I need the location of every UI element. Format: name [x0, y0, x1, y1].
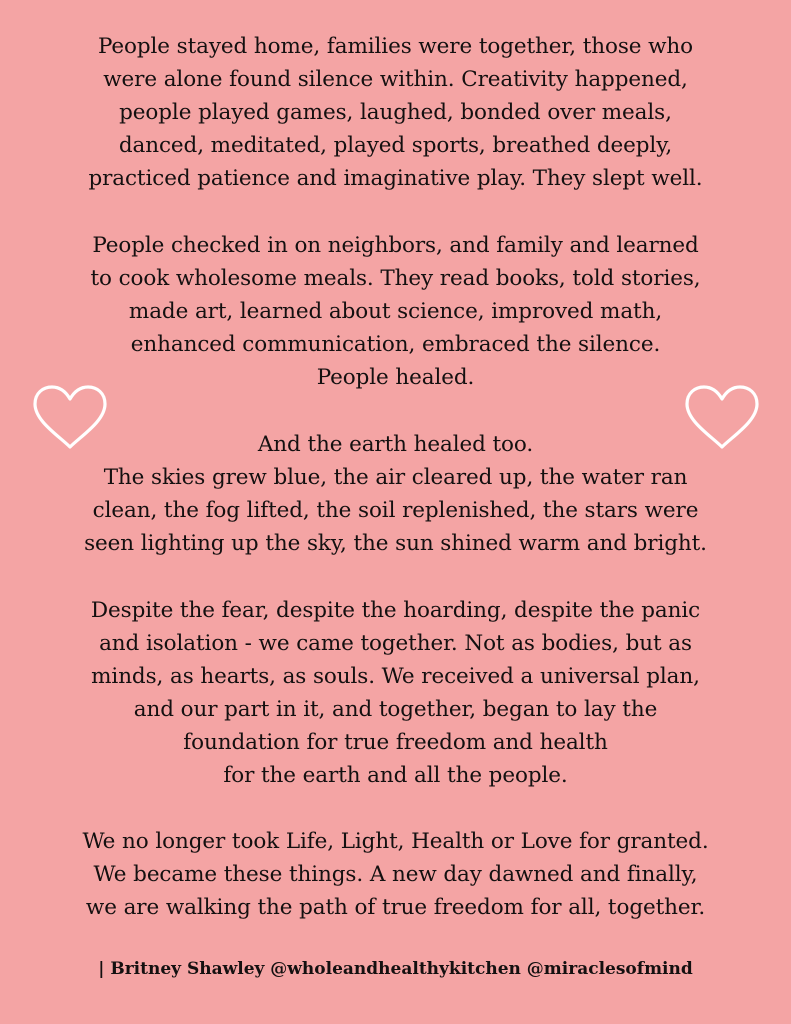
- text-line: were alone found silence within. Creativity happened,: [103, 67, 688, 92]
- paragraph-people-checked-in: [20, 229, 771, 394]
- text-line: foundation for true freedom and health: [183, 730, 608, 755]
- text-line: We became these things. A new day dawned and finally,: [93, 862, 698, 887]
- text-line: People stayed home, families were together, those who: [97, 34, 694, 59]
- paragraph-despite-the-fear: [20, 594, 771, 792]
- text-line: People checked in on neighbors, and family and learned: [92, 233, 699, 258]
- text-line: for the earth and all the people.: [223, 763, 568, 788]
- text-line: danced, meditated, played sports, breathed deeply,: [118, 133, 673, 158]
- text-line: seen lighting up the sky, the sun shined warm and bright.: [84, 531, 707, 556]
- text-line: and isolation - we came together. Not as bodies, but as: [99, 631, 692, 656]
- paragraph-we-no-longer: [20, 825, 771, 924]
- text-line: The skies grew blue, the air cleared up, the water ran: [103, 465, 688, 490]
- text-line: and our part in it, and together, began to lay the: [133, 697, 658, 722]
- text-line: And the earth healed too.: [257, 432, 534, 457]
- text-line: made art, learned about science, improved math,: [128, 299, 663, 324]
- text-line: we are walking the path of true freedom for all, together.: [85, 895, 706, 920]
- paragraph-earth-healed: [20, 428, 771, 560]
- text-line: enhanced communication, embraced the silence.: [130, 332, 661, 357]
- text-line: minds, as hearts, as souls. We received a universal plan,: [91, 664, 700, 689]
- author-signature: | Britney Shawley @wholeandhealthykitchen @miraclesofmind: [98, 959, 693, 979]
- text-line: We no longer took Life, Light, Health or Love for granted.: [82, 829, 709, 854]
- text-line: Despite the fear, despite the hoarding, despite the panic: [90, 598, 701, 623]
- text-line: clean, the fog lifted, the soil replenished, the stars were: [92, 498, 699, 523]
- text-line: People healed.: [316, 365, 475, 390]
- text-line: practiced patience and imaginative play. They slept well.: [88, 166, 703, 191]
- text-line: to cook wholesome meals. They read books, told stories,: [90, 266, 701, 291]
- paragraph-people-stayed-home: [20, 30, 771, 195]
- text-line: people played games, laughed, bonded over meals,: [119, 100, 672, 125]
